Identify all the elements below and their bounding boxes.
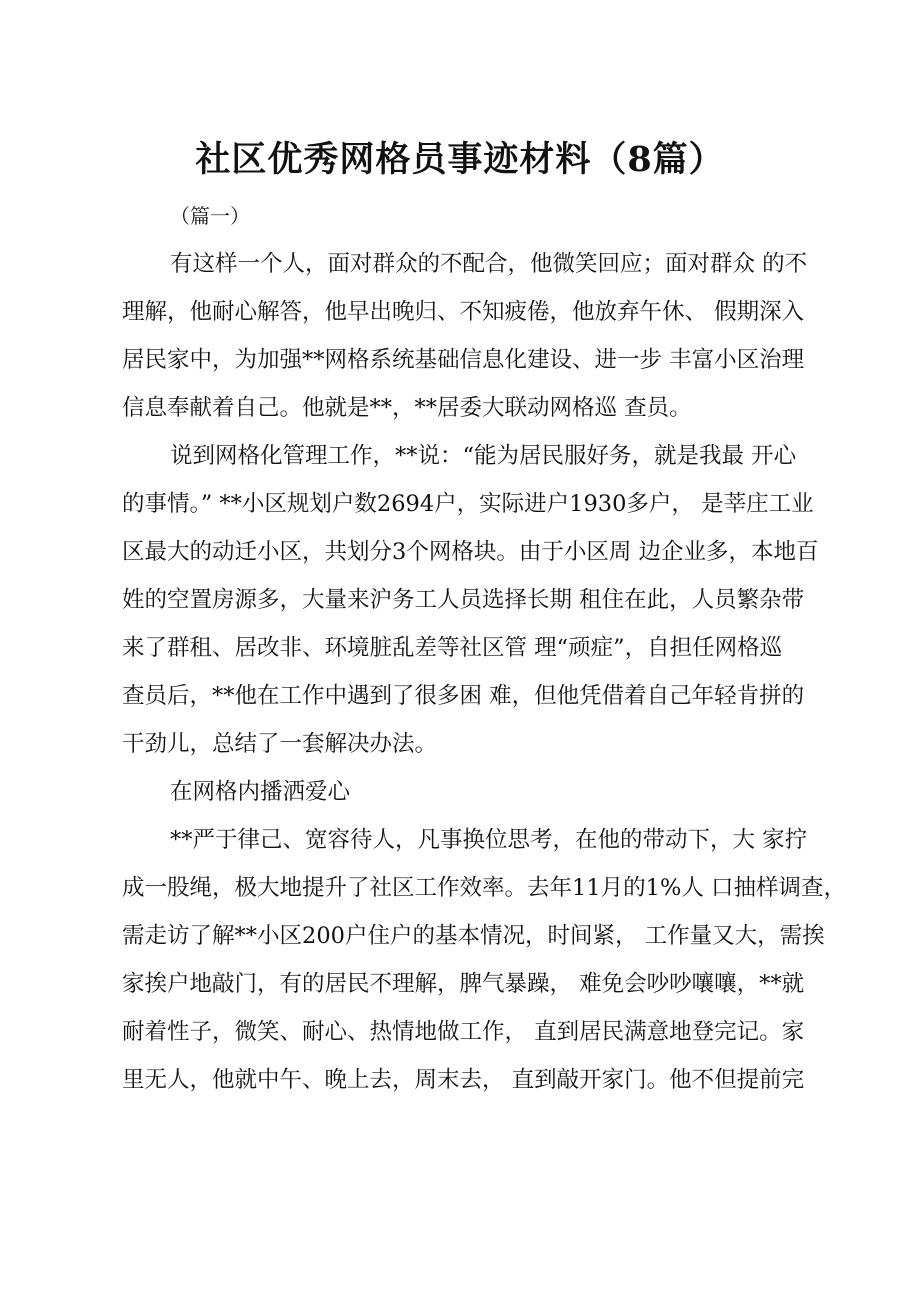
paragraph-line: 家挨户地敲门，有的居民不理解，脾气暴躁， 难免会吵吵嚷嚷，**就 [122, 971, 805, 997]
paragraph-line: 查员后，**他在工作中遇到了很多困 难，但他凭借着自己年轻肯拼的 [122, 683, 805, 709]
paragraph-line: 在网格内播洒爱心 [170, 779, 351, 805]
paragraph-line: **严于律己、宽容待人，凡事换位思考，在他的带动下，大 家拧 [170, 827, 808, 853]
paragraph-1 [122, 240, 820, 432]
paragraph-2 [122, 432, 820, 768]
paragraph-line: 的事情。” **小区规划户数2694户，实际进户1930多户， 是莘庄工业 [122, 491, 814, 517]
paragraph-line: 耐着性子，微笑、耐心、热情地做工作， 直到居民满意地登完记。家 [122, 1019, 805, 1045]
document-title: 社区优秀网格员事迹材料（8篇） [195, 139, 725, 180]
paragraph-heading [122, 768, 820, 816]
paragraph-line: 成一股绳，极大地提升了社区工作效率。去年11月的1%人 口抽样调查， [122, 875, 846, 901]
paragraph-line: 说到网格化管理工作，**说：“能为居民服好务，就是我最 开心 [170, 443, 797, 469]
paragraph-3 [122, 816, 846, 1104]
paragraph-line: 理解，他耐心解答，他早出晚归、不知疲倦，他放弃午休、 假期深入 [122, 299, 805, 325]
paragraph-line: 区最大的动迁小区，共划分3个网格块。由于小区周 边企业多，本地百 [122, 539, 819, 565]
paragraph-line: 有这样一个人，面对群众的不配合，他微笑回应；面对群众 的不 [170, 251, 808, 277]
paragraph-line: 需走访了解**小区200户住户的基本情况，时间紧， 工作量又大，需挨 [122, 923, 825, 949]
paragraph-line: 居民家中，为加强**网格系统基础信息化建设、进一步 丰富小区治理 [122, 347, 805, 373]
section-label: （篇一） [170, 204, 250, 228]
paragraph-line: 信息奉献着自己。他就是**，**居委大联动网格巡 查员。 [122, 395, 692, 421]
paragraph-line: 里无人，他就中午、晚上去，周末去， 直到敲开家门。他不但提前完 [122, 1067, 805, 1093]
paragraph-line: 姓的空置房源多，大量来沪务工人员选择长期 租住在此，人员繁杂带 [122, 587, 805, 613]
paragraph-line: 来了群租、居改非、环境脏乱差等社区管 理“顽症”，自担任网格巡 [122, 635, 783, 661]
paragraph-line: 干劲儿，总结了一套解决办法。 [122, 731, 438, 757]
